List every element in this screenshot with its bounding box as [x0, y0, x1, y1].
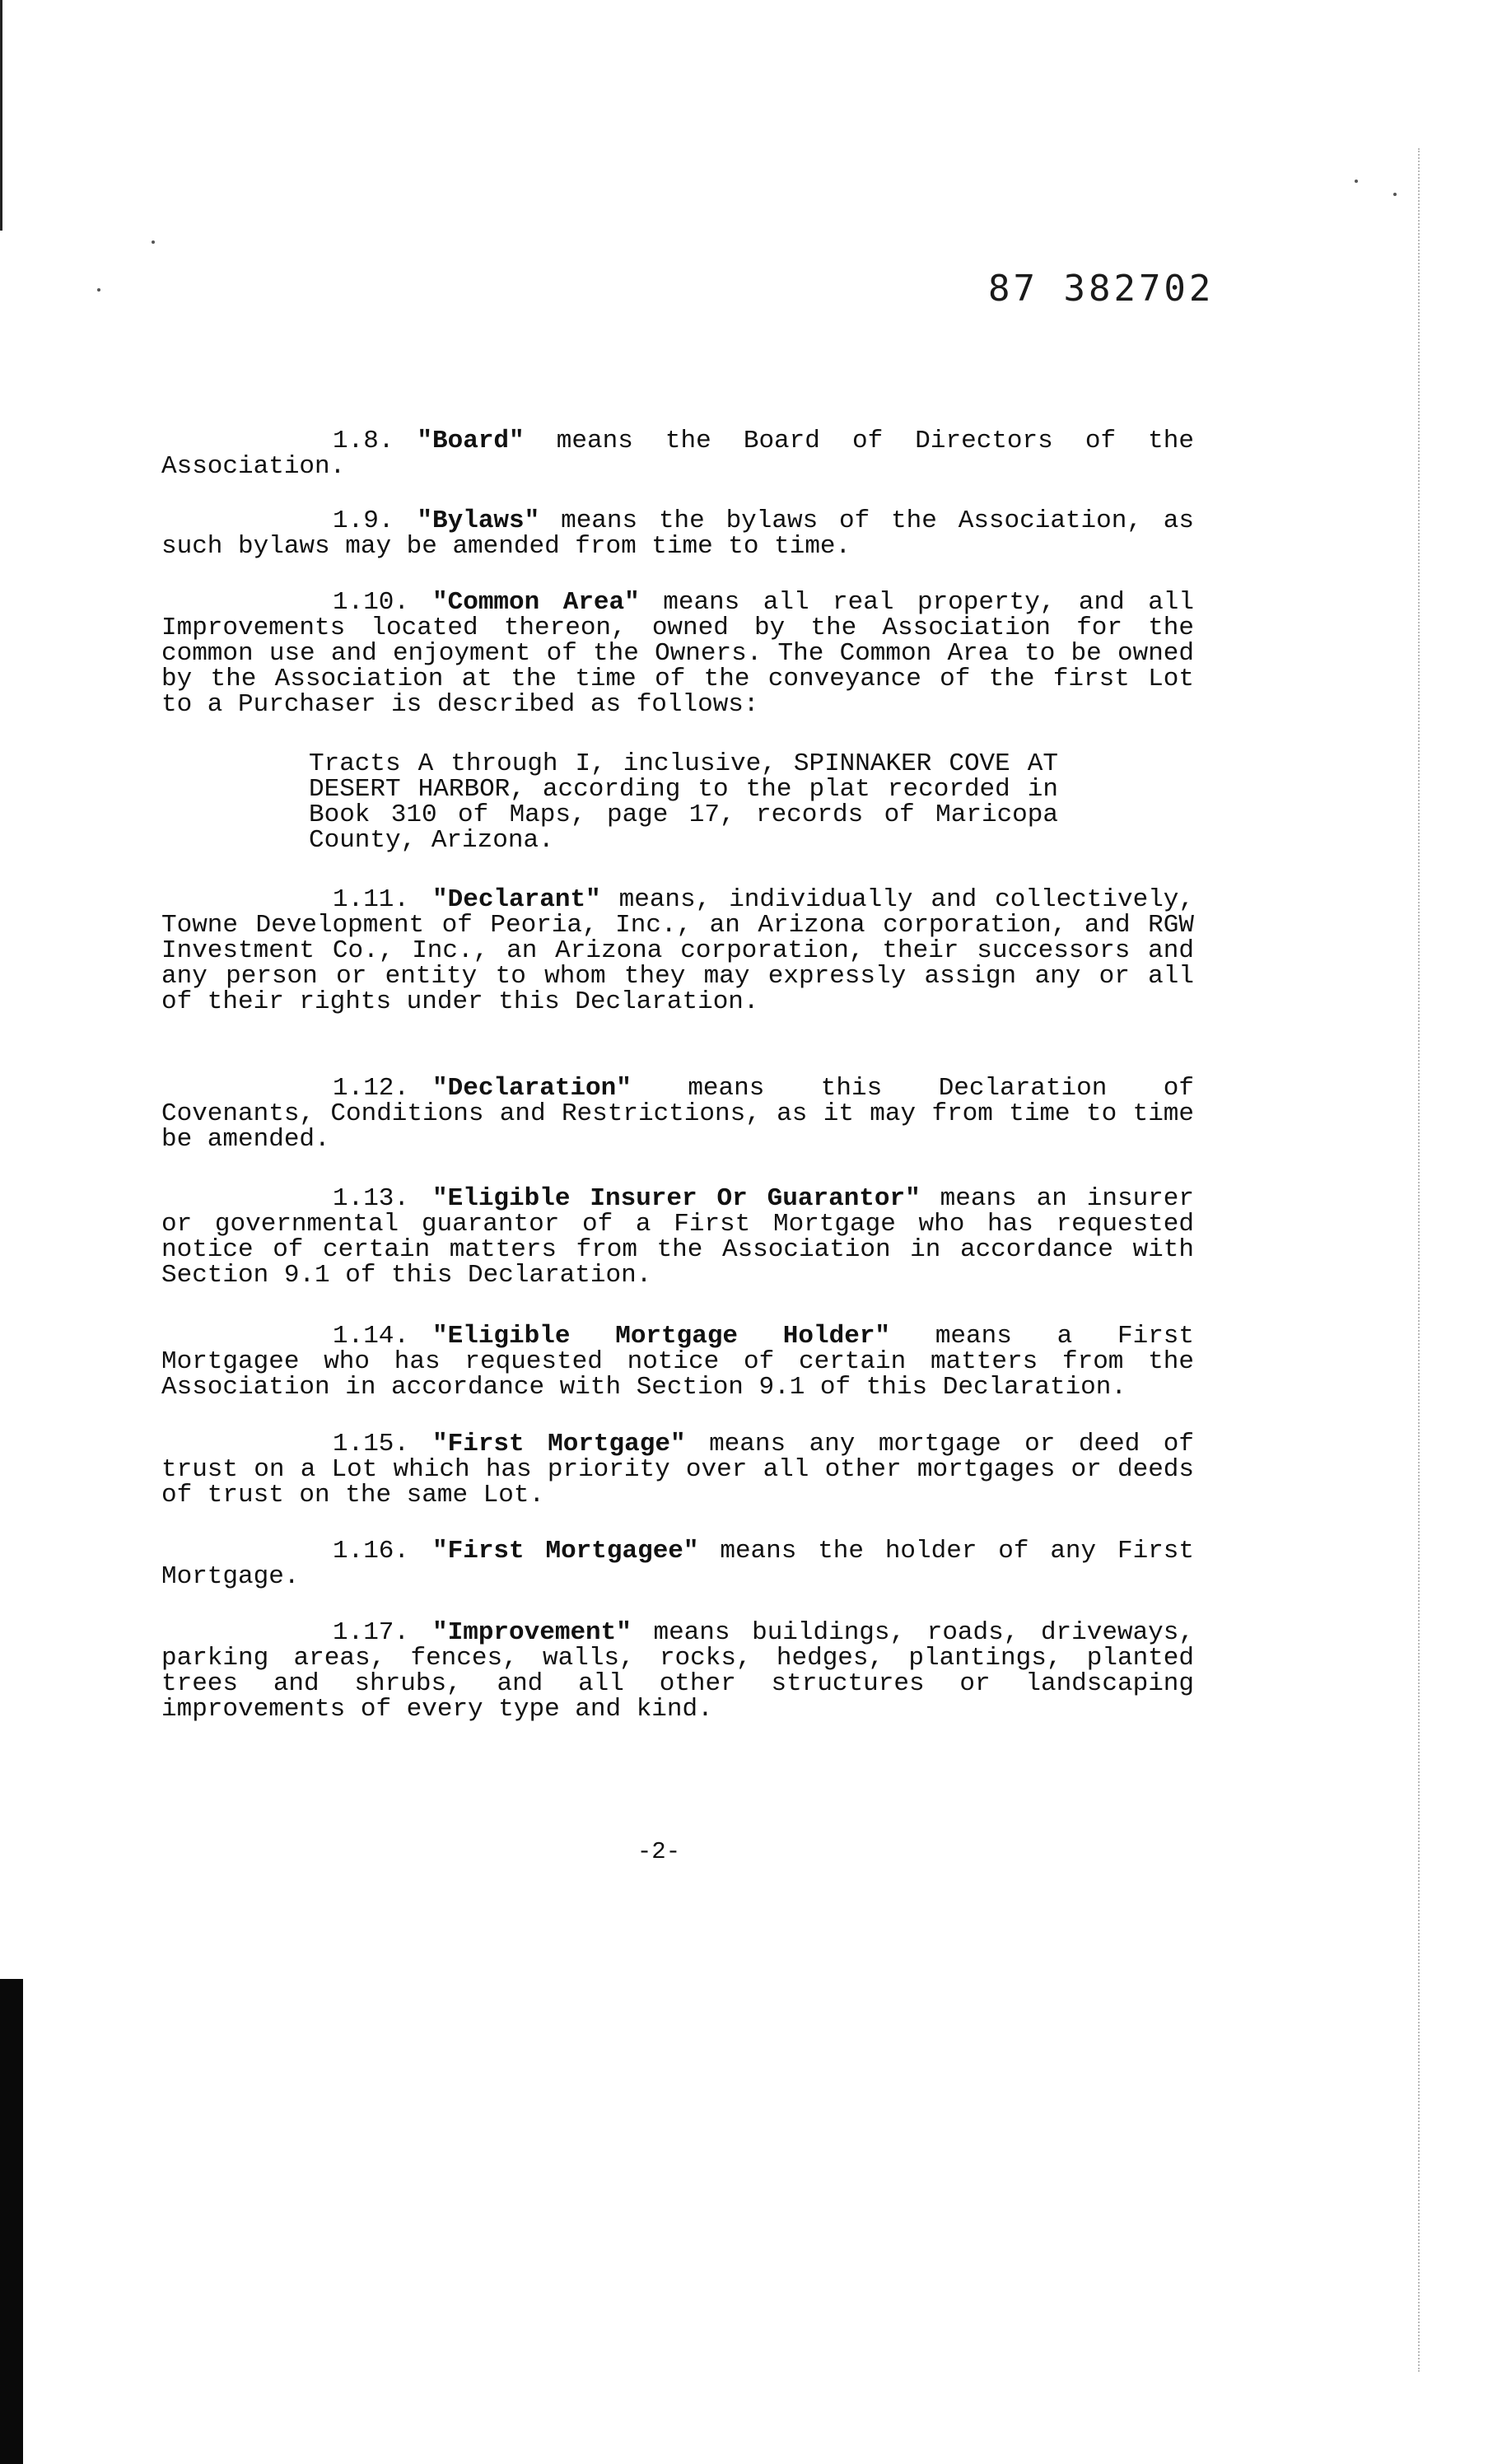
section-number: 1.9. — [333, 506, 394, 535]
section-1-16 — [161, 1538, 1194, 1589]
section-1-13 — [161, 1186, 1194, 1288]
defined-term: "Eligible Insurer Or Guarantor" — [432, 1184, 921, 1213]
section-1-12 — [161, 1076, 1194, 1152]
definition-text: means the bylaws of the Association, as such bylaws may be amended from time to time. — [161, 506, 1194, 561]
definition-text: means, individually and collectively, Towne Development of Peoria, Inc., an Arizona corporation, and RGW Investment Co., Inc., an Arizona corporation, their successors and any person or entity to whom they may expressly assign any or all of their rights under this Declaration. — [161, 885, 1195, 1016]
section-1-17 — [161, 1620, 1194, 1722]
section-1-15 — [161, 1431, 1194, 1508]
definition-text: means buildings, roads, driveways, parking areas, fences, walls, rocks, hedges, plantings, planted trees and shrubs, and all other structures or landscaping improvements of every type and kind. — [161, 1618, 1194, 1724]
common-area-description: Tracts A through I, inclusive, SPINNAKER COVE AT DESERT HARBOR, according to the plat recorded in Book 310 of Maps, page 17, records of Maricopa County, Arizona. — [309, 749, 1058, 855]
defined-term: "First Mortgagee" — [432, 1537, 699, 1566]
definition-text: means the Board of Directors of the Association. — [161, 427, 1194, 481]
defined-term: "Eligible Mortgage Holder" — [432, 1322, 891, 1351]
scan-speck — [1393, 193, 1397, 196]
definition-text: means any mortgage or deed of trust on a Lot which has priority over all other mortgages or deeds of trust on the same Lot. — [161, 1430, 1194, 1510]
definition-text: means this Declaration of Covenants, Conditions and Restrictions, as it may from time to time be amended. — [161, 1074, 1194, 1154]
defined-term: "First Mortgage" — [432, 1430, 686, 1458]
defined-term: "Declaration" — [432, 1074, 632, 1103]
section-1-14 — [161, 1323, 1194, 1400]
section-number: 1.11. — [333, 885, 410, 914]
section-number: 1.16. — [333, 1537, 410, 1566]
section-1-10 — [161, 590, 1194, 717]
defined-term: "Improvement" — [432, 1618, 632, 1647]
definition-text: means an insurer or governmental guarantor of a First Mortgage who has requested notice of certain matters from the Association in accordance with Section 9.1 of this Declaration. — [161, 1184, 1194, 1290]
scan-speck — [1355, 180, 1358, 183]
section-number: 1.14. — [333, 1322, 410, 1351]
section-number: 1.12. — [333, 1074, 410, 1103]
page-number: -2- — [637, 1838, 681, 1865]
recording-number: 87 382702 — [988, 268, 1215, 310]
definition-text: means all real property, and all Improvements located thereon, owned by the Association for the common use and enjoyment of the Owners. The Common Area to be owned by the Association at the time of the conveyance of the first Lot to a Purchaser is described as follows: — [161, 588, 1194, 719]
section-number: 1.8. — [333, 427, 394, 455]
section-1-9 — [161, 508, 1194, 559]
section-number: 1.10. — [333, 588, 410, 617]
defined-term: "Board" — [417, 427, 525, 455]
defined-term: "Bylaws" — [417, 506, 540, 535]
section-number: 1.17. — [333, 1618, 410, 1647]
section-number: 1.15. — [333, 1430, 410, 1458]
scan-edge-dots — [1418, 148, 1423, 2372]
scan-speck — [97, 288, 100, 292]
scan-margin-line — [0, 0, 2, 231]
section-number: 1.13. — [333, 1184, 410, 1213]
definition-text: means the holder of any First Mortgage. — [161, 1537, 1194, 1591]
section-1-8 — [161, 428, 1194, 479]
defined-term: "Declarant" — [432, 885, 601, 914]
section-1-11 — [161, 887, 1194, 1015]
scan-speck — [152, 240, 155, 244]
defined-term: "Common Area" — [432, 588, 640, 617]
scan-margin-bar — [0, 1979, 23, 2464]
definition-text: means a First Mortgagee who has requested notice of certain matters from the Association in accordance with Section 9.1 of this Declaration. — [161, 1322, 1195, 1402]
